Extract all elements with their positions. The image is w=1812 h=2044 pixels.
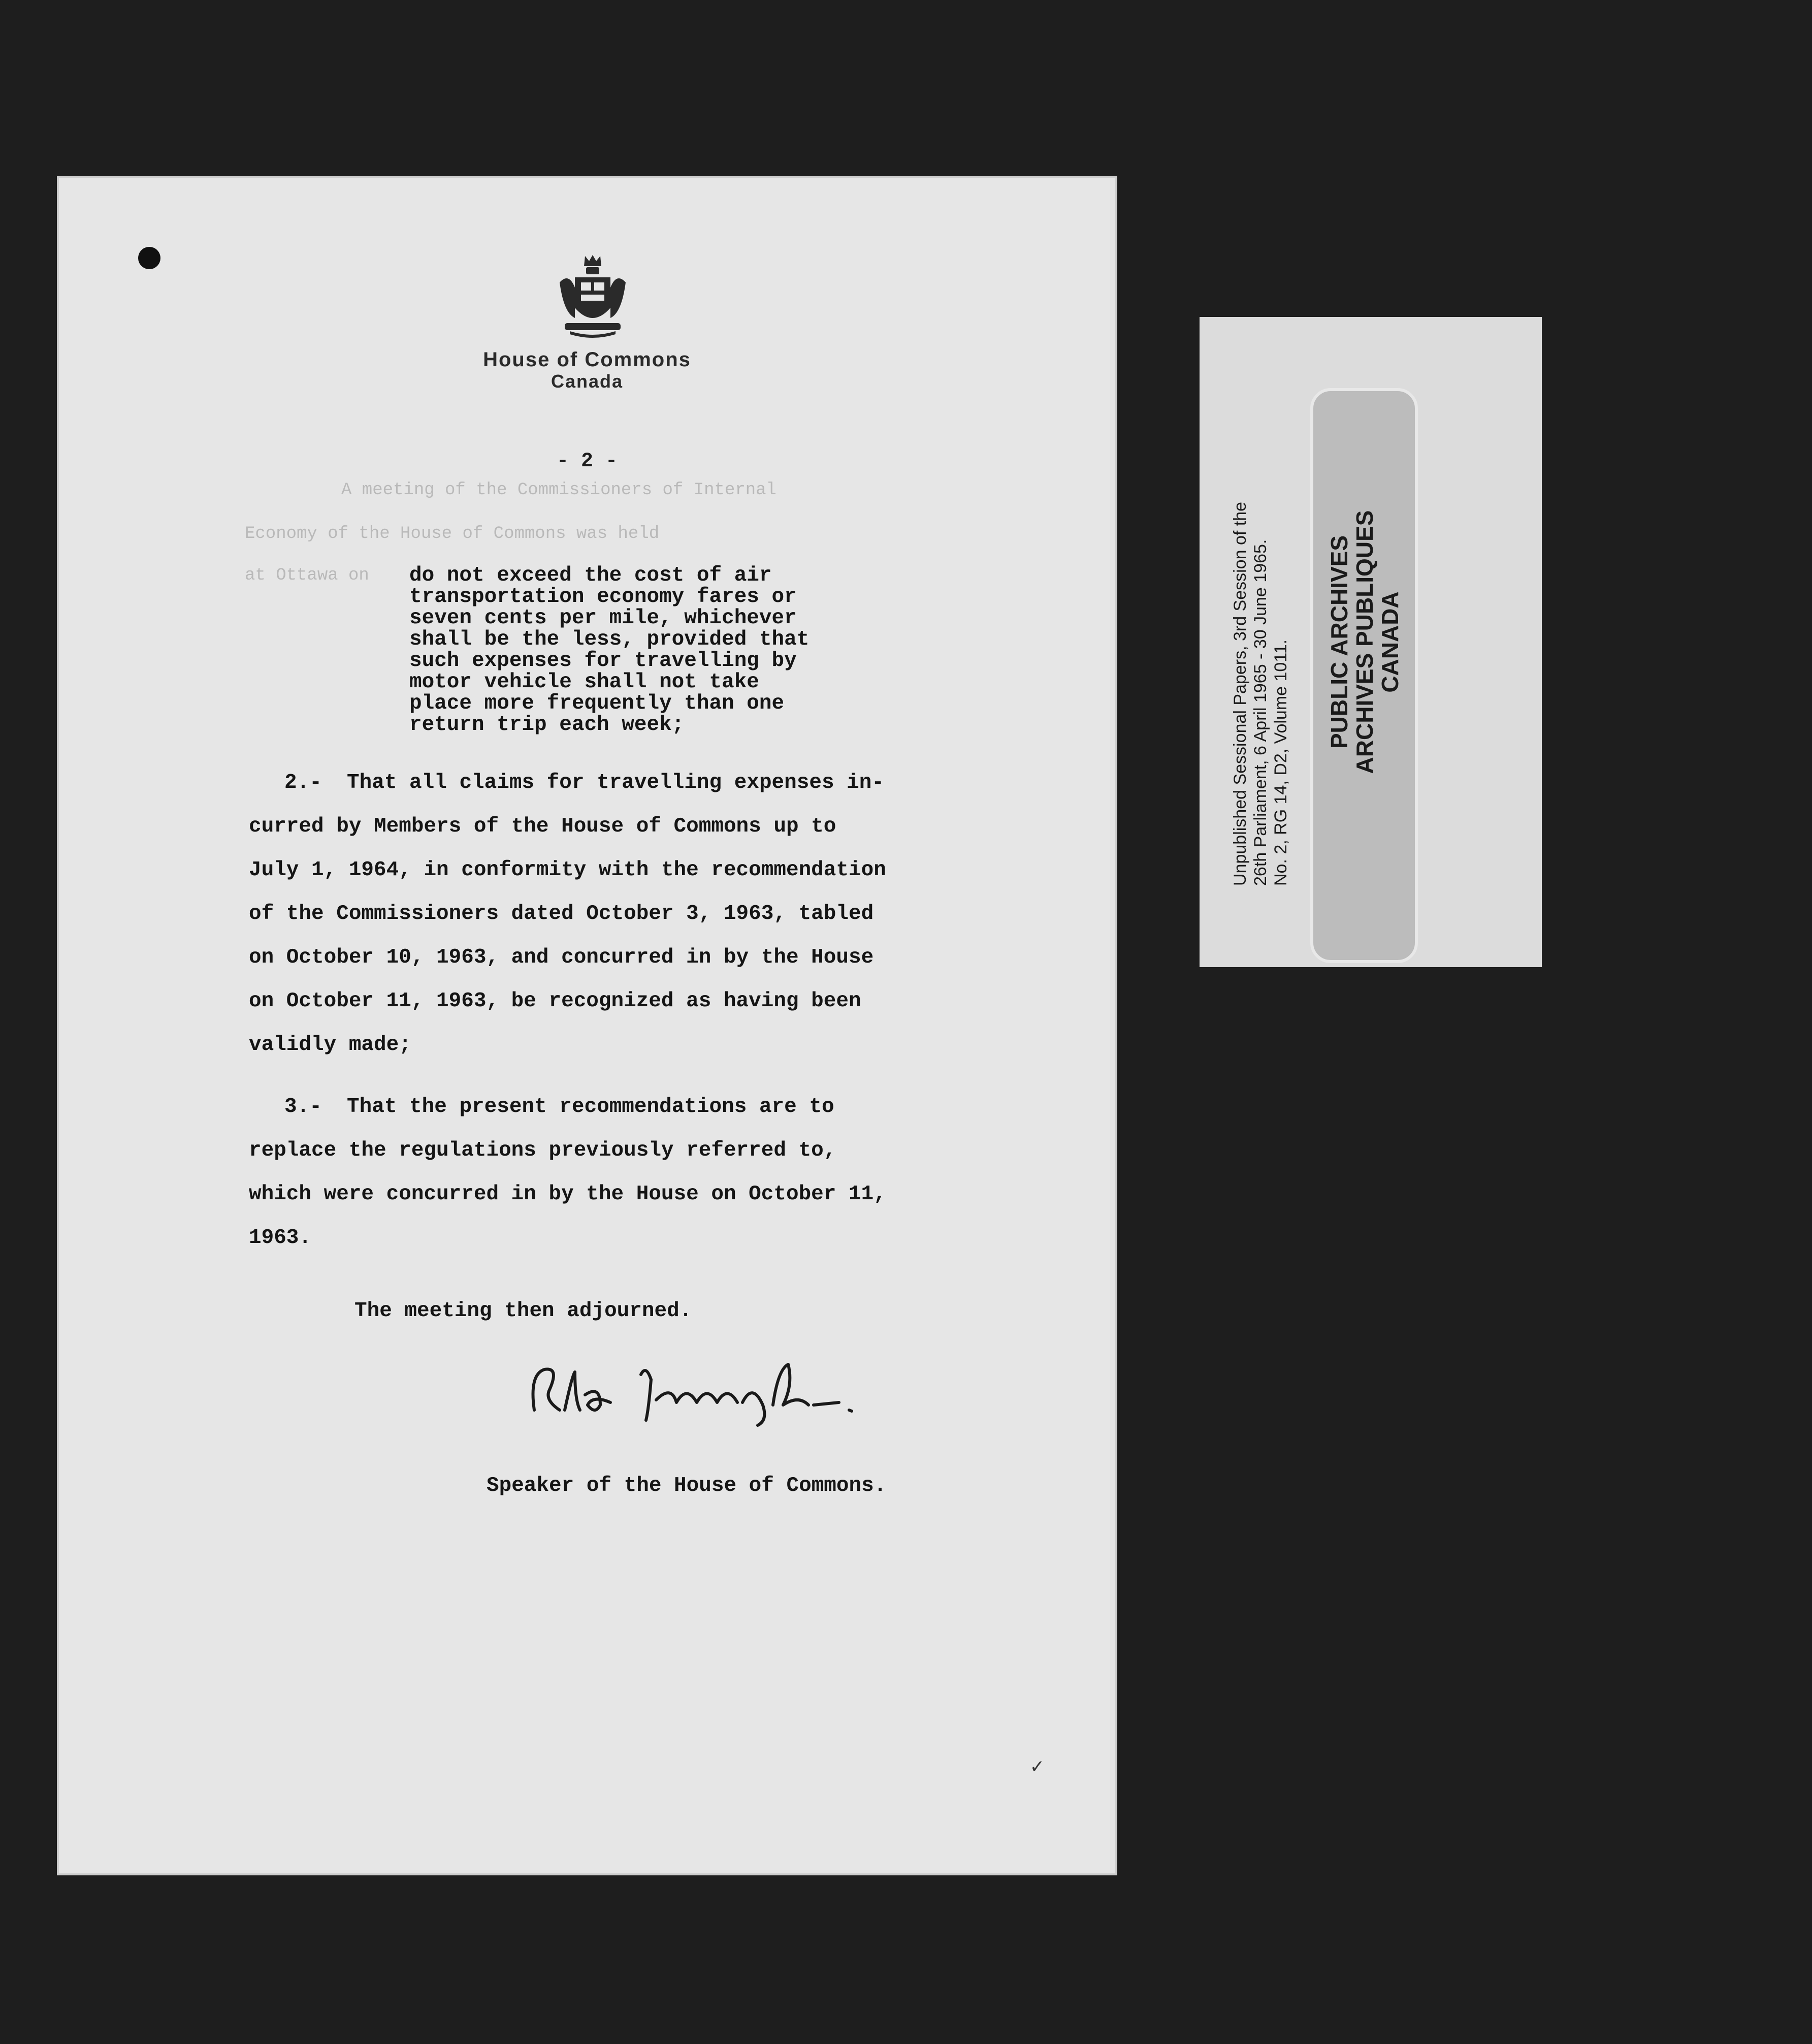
letterhead-organization: House of Commons bbox=[483, 348, 691, 371]
handwritten-signature bbox=[524, 1354, 890, 1430]
paragraph-2-line: 2.- That all claims for travelling expenses in- bbox=[284, 771, 884, 794]
show-through-line: at Ottawa on bbox=[245, 566, 369, 585]
page-number: - 2 - bbox=[556, 450, 618, 473]
paragraph-2-line: of the Commissioners dated October 3, 1963, tabled bbox=[249, 902, 874, 925]
paragraph-2-line: on October 11, 1963, be recognized as having been bbox=[249, 989, 861, 1013]
checkmark-icon: ✓ bbox=[1031, 1756, 1044, 1779]
stamp-line: CANADA bbox=[1377, 591, 1403, 693]
caption-line: Unpublished Sessional Papers, 3rd Session of the bbox=[1231, 501, 1250, 886]
archive-slip bbox=[1200, 317, 1542, 967]
caption-line: 26th Parliament, 6 April 1965 - 30 June 1965. bbox=[1251, 539, 1270, 886]
punch-hole bbox=[138, 247, 160, 269]
caption-line: No. 2, RG 14, D2, Volume 1011. bbox=[1271, 639, 1290, 886]
coat-of-arms-icon bbox=[555, 252, 631, 338]
signatory-title: Speaker of the House of Commons. bbox=[487, 1474, 887, 1497]
quoted-block-line: such expenses for travelling by bbox=[409, 649, 797, 673]
quoted-block-line: do not exceed the cost of air bbox=[409, 564, 772, 587]
paragraph-2-line: on October 10, 1963, and concurred in by the House bbox=[249, 946, 874, 969]
paragraph-3-line: which were concurred in by the House on October 11, bbox=[249, 1183, 886, 1206]
paragraph-2-line: validly made; bbox=[249, 1033, 411, 1057]
archive-stamp-text bbox=[1326, 439, 1403, 845]
document-page bbox=[57, 176, 1117, 1875]
quoted-block-line: transportation economy fares or bbox=[409, 585, 797, 609]
closing-line: The meeting then adjourned. bbox=[354, 1299, 692, 1323]
quoted-block-line: return trip each week; bbox=[409, 713, 685, 737]
paragraph-2-line: curred by Members of the House of Commons up to bbox=[249, 815, 836, 838]
show-through-line: Economy of the House of Commons was held bbox=[245, 524, 660, 544]
quoted-block-line: seven cents per mile, whichever bbox=[409, 606, 797, 630]
quoted-block-line: motor vehicle shall not take bbox=[409, 670, 759, 694]
quoted-block-line: shall be the less, provided that bbox=[409, 628, 810, 651]
paragraph-3-line: 1963. bbox=[249, 1226, 312, 1250]
quoted-block-line: place more frequently than one bbox=[409, 692, 785, 715]
show-through-line: A meeting of the Commissioners of Internal bbox=[341, 481, 776, 500]
paragraph-3-line: 3.- That the present recommendations are to bbox=[284, 1095, 834, 1119]
archive-caption bbox=[1230, 378, 1291, 886]
letterhead-country: Canada bbox=[551, 371, 624, 392]
stamp-line: PUBLIC ARCHIVES bbox=[1326, 535, 1352, 749]
stamp-line: ARCHIVES PUBLIQUES bbox=[1351, 510, 1378, 774]
paragraph-3-line: replace the regulations previously referred to, bbox=[249, 1139, 836, 1162]
paragraph-2-line: July 1, 1964, in conformity with the recommendation bbox=[249, 858, 886, 882]
